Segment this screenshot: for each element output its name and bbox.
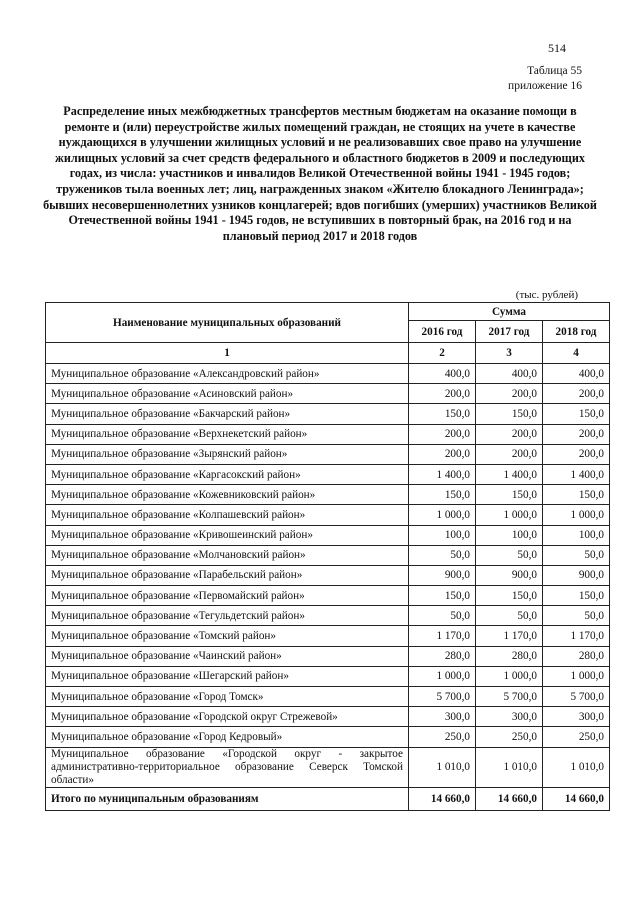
amount-2017: 200,0 — [476, 424, 543, 444]
amount-2016: 5 700,0 — [409, 687, 476, 707]
table-row — [46, 606, 610, 626]
table-row — [46, 666, 610, 686]
appendix-label: приложение 16 — [508, 80, 582, 92]
municipality-name: Муниципальное образование «Кожевниковский район» — [46, 485, 409, 505]
header-year-2017: 2017 год — [476, 321, 543, 343]
amount-2018: 200,0 — [543, 424, 610, 444]
amount-2017: 100,0 — [476, 525, 543, 545]
table-label: Таблица 55 — [527, 65, 582, 77]
amount-2018: 1 000,0 — [543, 666, 610, 686]
table-row — [46, 404, 610, 424]
amount-2018: 50,0 — [543, 545, 610, 565]
table-row — [46, 747, 610, 787]
document-title: Распределение иных межбюджетных трансфертов местным бюджетам на оказание помощи в ремонте и (или) переустройстве жилых помещений граждан, не стоящих на учете в качестве нуждающихся в улучшении жилищных условий и не реализовавших свое право на улучшение жилищных условий за счет средств федерального и областного бюджетов в 2009 и последующих годах, из числа: участников и инвалидов Великой Отечественной войны 1941 - 1945 годов; тружеников тыла военных лет; лиц, награжденных знаком «Жителю блокадного Ленинграда»; бывших несовершеннолетних узников концлагерей; вдов погибших (умерших) участников Великой Отечественной войны 1941 - 1945 годов, не вступивших в повторный брак, на 2016 год и на плановый период 2017 и 2018 годов — [43, 104, 597, 243]
table-row — [46, 384, 610, 404]
municipality-name: Муниципальное образование «Асиновский район» — [46, 384, 409, 404]
amount-2016: 50,0 — [409, 606, 476, 626]
municipality-name: Муниципальное образование «Тегульдетский район» — [46, 606, 409, 626]
units-label: (тыс. рублей) — [515, 289, 578, 301]
amount-2018: 1 000,0 — [543, 505, 610, 525]
total-row — [46, 787, 610, 810]
table-caption — [508, 64, 582, 94]
table-row — [46, 364, 610, 384]
amount-2016: 100,0 — [409, 525, 476, 545]
amount-2018: 50,0 — [543, 606, 610, 626]
amount-2017: 1 400,0 — [476, 464, 543, 484]
amount-2018: 250,0 — [543, 727, 610, 747]
municipality-name: Муниципальное образование «Шегарский район» — [46, 666, 409, 686]
amount-2017: 250,0 — [476, 727, 543, 747]
amount-2018: 900,0 — [543, 565, 610, 585]
table-row — [46, 485, 610, 505]
amount-2017: 200,0 — [476, 384, 543, 404]
municipality-name: Муниципальное образование «Молчановский район» — [46, 545, 409, 565]
amount-2016: 1 000,0 — [409, 505, 476, 525]
amount-2018: 300,0 — [543, 707, 610, 727]
total-value-2018: 14 660,0 — [543, 787, 610, 810]
table-row — [46, 444, 610, 464]
table-row — [46, 687, 610, 707]
municipality-name: Муниципальное образование «Городской округ Стрежевой» — [46, 707, 409, 727]
amount-2016: 200,0 — [409, 384, 476, 404]
amount-2017: 200,0 — [476, 444, 543, 464]
amount-2016: 1 170,0 — [409, 626, 476, 646]
amount-2017: 1 010,0 — [476, 747, 543, 787]
total-label: Итого по муниципальным образованиям — [46, 787, 409, 810]
amount-2018: 150,0 — [543, 485, 610, 505]
municipality-name: Муниципальное образование «Верхнекетский район» — [46, 424, 409, 444]
amount-2017: 280,0 — [476, 646, 543, 666]
amount-2016: 250,0 — [409, 727, 476, 747]
amount-2018: 5 700,0 — [543, 687, 610, 707]
amount-2018: 1 010,0 — [543, 747, 610, 787]
page-number: 514 — [548, 41, 566, 55]
amount-2018: 200,0 — [543, 444, 610, 464]
municipality-name: Муниципальное образование «Кривошеинский район» — [46, 525, 409, 545]
table-row — [46, 545, 610, 565]
amount-2016: 1 400,0 — [409, 464, 476, 484]
amount-2017: 400,0 — [476, 364, 543, 384]
total-value-2017: 14 660,0 — [476, 787, 543, 810]
header-year-2016: 2016 год — [409, 321, 476, 343]
table-row — [46, 505, 610, 525]
amount-2016: 280,0 — [409, 646, 476, 666]
amount-2017: 5 700,0 — [476, 687, 543, 707]
municipality-name: Муниципальное образование «Зырянский район» — [46, 444, 409, 464]
municipality-name: Муниципальное образование «Чаинский район» — [46, 646, 409, 666]
table-row — [46, 565, 610, 585]
table-row — [46, 727, 610, 747]
table-row — [46, 707, 610, 727]
table-row — [46, 424, 610, 444]
municipality-name: Муниципальное образование «Парабельский район» — [46, 565, 409, 585]
table-row — [46, 525, 610, 545]
column-number: 1 — [46, 343, 409, 364]
amount-2018: 1 400,0 — [543, 464, 610, 484]
amount-2018: 280,0 — [543, 646, 610, 666]
total-value-2016: 14 660,0 — [409, 787, 476, 810]
amount-2018: 200,0 — [543, 384, 610, 404]
municipality-name: Муниципальное образование «Городской округ - закрытое административно-территориальное образование Северск Томской области» — [46, 747, 409, 787]
amount-2016: 1 010,0 — [409, 747, 476, 787]
header-year-2018: 2018 год — [543, 321, 610, 343]
amount-2016: 1 000,0 — [409, 666, 476, 686]
amount-2018: 150,0 — [543, 404, 610, 424]
amount-2016: 300,0 — [409, 707, 476, 727]
amount-2016: 150,0 — [409, 485, 476, 505]
amount-2016: 200,0 — [409, 424, 476, 444]
amount-2018: 100,0 — [543, 525, 610, 545]
municipality-name: Муниципальное образование «Александровский район» — [46, 364, 409, 384]
amount-2016: 150,0 — [409, 404, 476, 424]
amount-2017: 900,0 — [476, 565, 543, 585]
amount-2016: 400,0 — [409, 364, 476, 384]
amount-2017: 1 170,0 — [476, 626, 543, 646]
amount-2018: 150,0 — [543, 586, 610, 606]
municipality-name: Муниципальное образование «Город Томск» — [46, 687, 409, 707]
municipality-name: Муниципальное образование «Первомайский район» — [46, 586, 409, 606]
municipality-name: Муниципальное образование «Город Кедровый» — [46, 727, 409, 747]
amount-2017: 1 000,0 — [476, 666, 543, 686]
municipality-name: Муниципальное образование «Бакчарский район» — [46, 404, 409, 424]
amount-2016: 50,0 — [409, 545, 476, 565]
amount-2018: 400,0 — [543, 364, 610, 384]
table-row — [46, 626, 610, 646]
amount-2017: 150,0 — [476, 485, 543, 505]
amount-2017: 50,0 — [476, 545, 543, 565]
amount-2017: 1 000,0 — [476, 505, 543, 525]
amount-2017: 150,0 — [476, 586, 543, 606]
amount-2017: 300,0 — [476, 707, 543, 727]
header-name-column: Наименование муниципальных образований — [46, 303, 409, 343]
table-row — [46, 464, 610, 484]
amount-2018: 1 170,0 — [543, 626, 610, 646]
amount-2017: 150,0 — [476, 404, 543, 424]
table-row — [46, 646, 610, 666]
amount-2016: 150,0 — [409, 586, 476, 606]
header-sum: Сумма — [409, 303, 610, 321]
amount-2016: 900,0 — [409, 565, 476, 585]
table-row — [46, 586, 610, 606]
column-number: 3 — [476, 343, 543, 364]
column-number: 4 — [543, 343, 610, 364]
column-number: 2 — [409, 343, 476, 364]
municipality-name: Муниципальное образование «Колпашевский район» — [46, 505, 409, 525]
amount-2017: 50,0 — [476, 606, 543, 626]
amount-2016: 200,0 — [409, 444, 476, 464]
municipality-name: Муниципальное образование «Каргасокский район» — [46, 464, 409, 484]
municipality-name: Муниципальное образование «Томский район» — [46, 626, 409, 646]
allocation-table — [45, 302, 610, 811]
